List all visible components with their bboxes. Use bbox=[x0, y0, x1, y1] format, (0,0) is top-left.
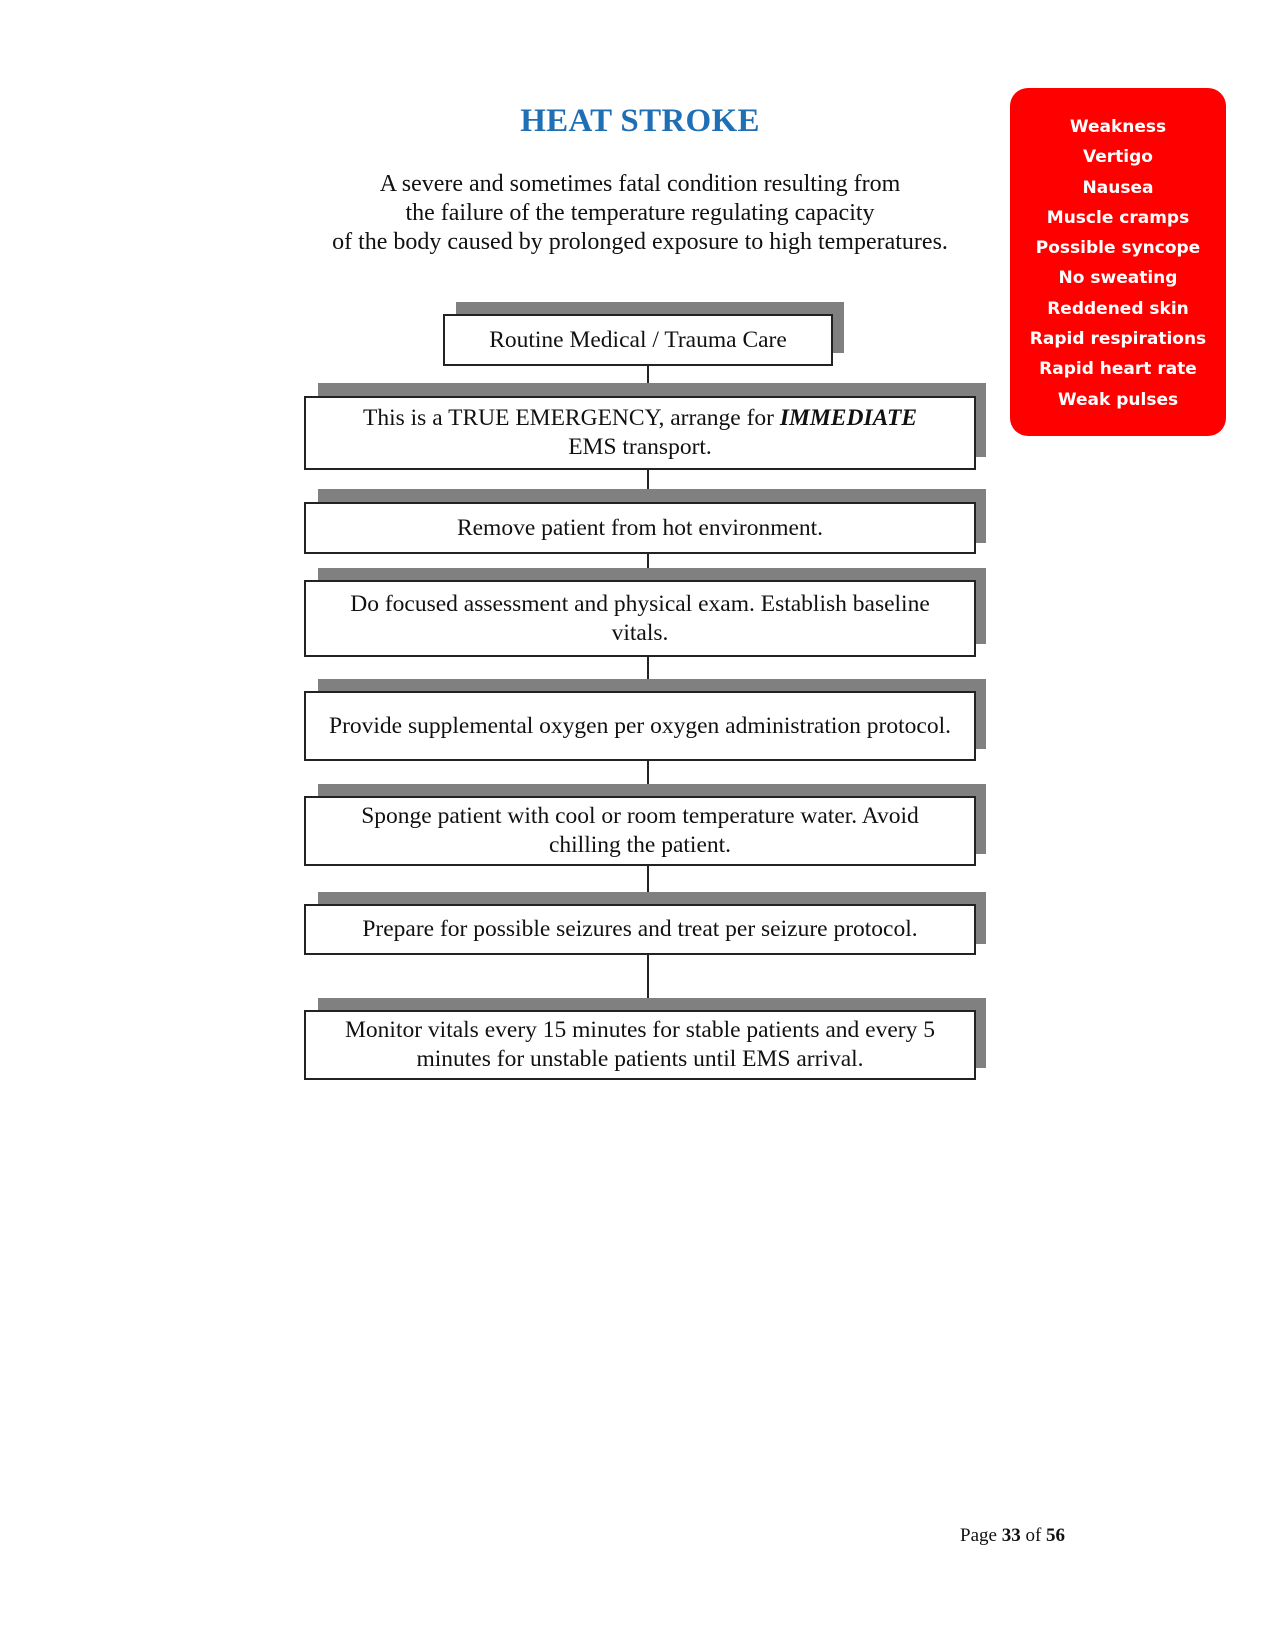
step-routine-care bbox=[443, 314, 833, 366]
step-text: Routine Medical / Trauma Care bbox=[489, 326, 787, 353]
emergency-suffix-text: EMS transport. bbox=[568, 434, 712, 460]
page-label: Page bbox=[960, 1525, 997, 1546]
definition-line: of the body caused by prolonged exposure to high temperatures. bbox=[332, 229, 948, 255]
step-remove-patient bbox=[304, 502, 976, 554]
symptoms-box bbox=[1010, 88, 1226, 436]
step-text: Do focused assessment and physical exam. Establish baseline vitals. bbox=[350, 590, 930, 646]
symptom-item: Possible syncope bbox=[1035, 238, 1201, 259]
step-supplemental-oxygen bbox=[304, 691, 976, 761]
page-title: HEAT STROKE bbox=[520, 103, 760, 139]
definition-text bbox=[290, 170, 990, 257]
step-text: Prepare for possible seizures and treat per seizure protocol. bbox=[362, 916, 918, 942]
symptom-item: Weak pulses bbox=[1057, 389, 1179, 410]
symptom-item: Rapid heart rate bbox=[1039, 359, 1197, 380]
step-text bbox=[363, 404, 917, 462]
definition-line: the failure of the temperature regulating capacity bbox=[405, 200, 875, 226]
symptom-item: Nausea bbox=[1082, 177, 1154, 198]
symptom-item: No sweating bbox=[1058, 268, 1178, 289]
step-text: Remove patient from hot environment. bbox=[456, 514, 824, 541]
step-prepare-seizures bbox=[304, 904, 976, 955]
step-sponge-patient bbox=[304, 796, 976, 866]
step-text: Sponge patient with cool or room temperature water. Avoid chilling the patient. bbox=[361, 803, 919, 858]
page-footer bbox=[960, 1525, 1120, 1547]
emergency-emphasis-text: IMMEDIATE bbox=[779, 405, 917, 431]
step-text: Provide supplemental oxygen per oxygen administration protocol. bbox=[329, 712, 951, 739]
symptom-item: Reddened skin bbox=[1047, 298, 1189, 319]
definition-line: A severe and sometimes fatal condition resulting from bbox=[379, 171, 901, 197]
step-monitor-vitals bbox=[304, 1010, 976, 1080]
step-true-emergency bbox=[304, 396, 976, 470]
symptom-item: Muscle cramps bbox=[1046, 207, 1190, 228]
page-number: 33 bbox=[1001, 1525, 1021, 1546]
page-total: 56 bbox=[1046, 1525, 1066, 1546]
step-focused-assessment bbox=[304, 580, 976, 657]
symptom-item: Rapid respirations bbox=[1029, 329, 1207, 350]
of-label: of bbox=[1025, 1525, 1042, 1546]
symptom-item: Vertigo bbox=[1083, 147, 1153, 168]
symptom-item: Weakness bbox=[1069, 117, 1167, 137]
step-text: Monitor vitals every 15 minutes for stable patients and every 5 minutes for unstable patients until EMS arrival. bbox=[345, 1017, 935, 1072]
emergency-prefix-text: This is a TRUE EMERGENCY, arrange for bbox=[363, 405, 780, 431]
